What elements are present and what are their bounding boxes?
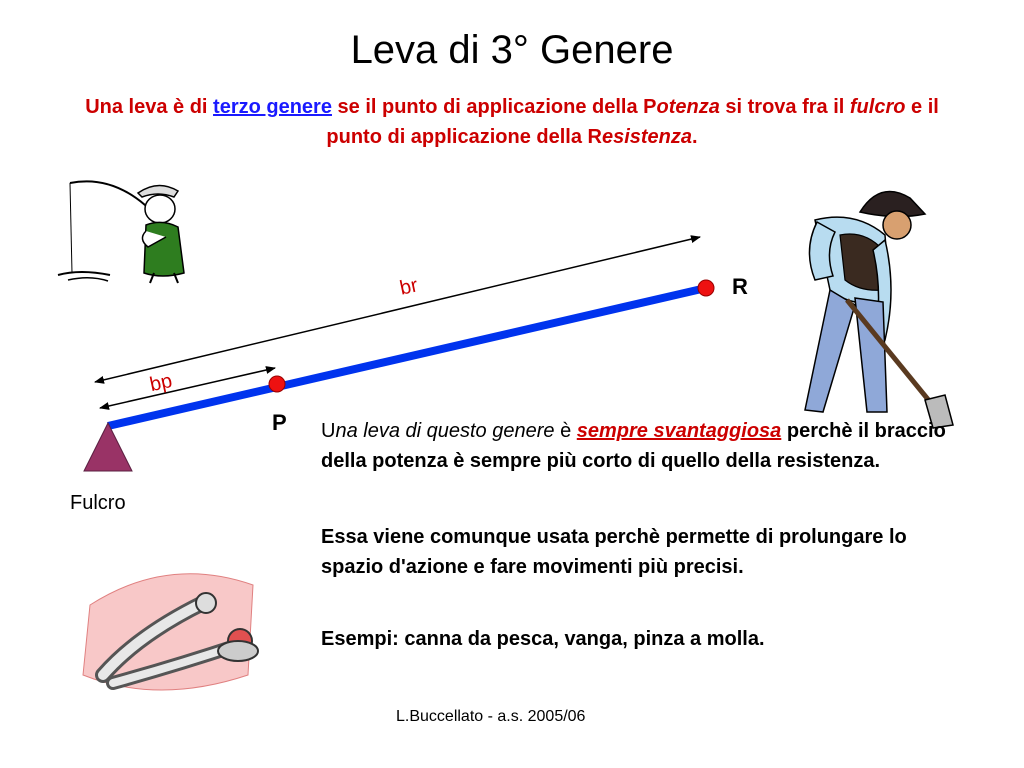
definition-part: fulcro xyxy=(849,96,906,118)
definition-part: esistenza xyxy=(601,126,693,148)
slide-title: Leva di 3° Genere xyxy=(350,28,674,72)
footer-credit: L.Buccellato - a.s. 2005/06 xyxy=(396,708,586,725)
br-label: br xyxy=(397,274,420,300)
fisherman-clipart xyxy=(50,175,200,290)
digging-man-clipart xyxy=(785,180,975,430)
paragraph-part: na leva di questo genere xyxy=(335,420,555,442)
definition-part: e il punto di applicazione della R xyxy=(326,96,939,148)
sempre-svantaggiosa-text: sempre svantaggiosa xyxy=(576,420,782,442)
fulcrum-triangle xyxy=(84,423,132,471)
definition-part: Una leva è di xyxy=(85,96,214,118)
definition-part: otenza xyxy=(656,96,720,118)
point-p xyxy=(269,376,285,392)
r-label: R xyxy=(732,274,748,299)
definition-part: . xyxy=(692,126,698,148)
tongs-clipart xyxy=(78,565,263,700)
paragraph-utilizzo: Essa viene comunque usata perchè permette di prolungare lo spazio d'azione e fare movimenti più precisi. xyxy=(321,526,907,578)
paragraph-part: perchè il braccio della potenza è sempre più corto di quello della resistenza. xyxy=(321,420,946,472)
paragraph-esempi: Esempi: canna da pesca, vanga, pinza a molla. xyxy=(321,628,765,650)
bp-label: bp xyxy=(147,369,175,397)
p-label: P xyxy=(272,410,287,435)
paragraph-svantaggiosa xyxy=(321,416,971,476)
point-r xyxy=(698,280,714,296)
terzo-genere-link[interactable]: terzo genere xyxy=(213,96,332,118)
definition-part: se il punto di applicazione della P xyxy=(331,96,657,118)
paragraph-part: è xyxy=(554,420,577,442)
definition-part: si trova fra il xyxy=(719,96,850,118)
paragraph-part: U xyxy=(321,420,336,442)
fulcro-label: Fulcro xyxy=(70,492,126,514)
